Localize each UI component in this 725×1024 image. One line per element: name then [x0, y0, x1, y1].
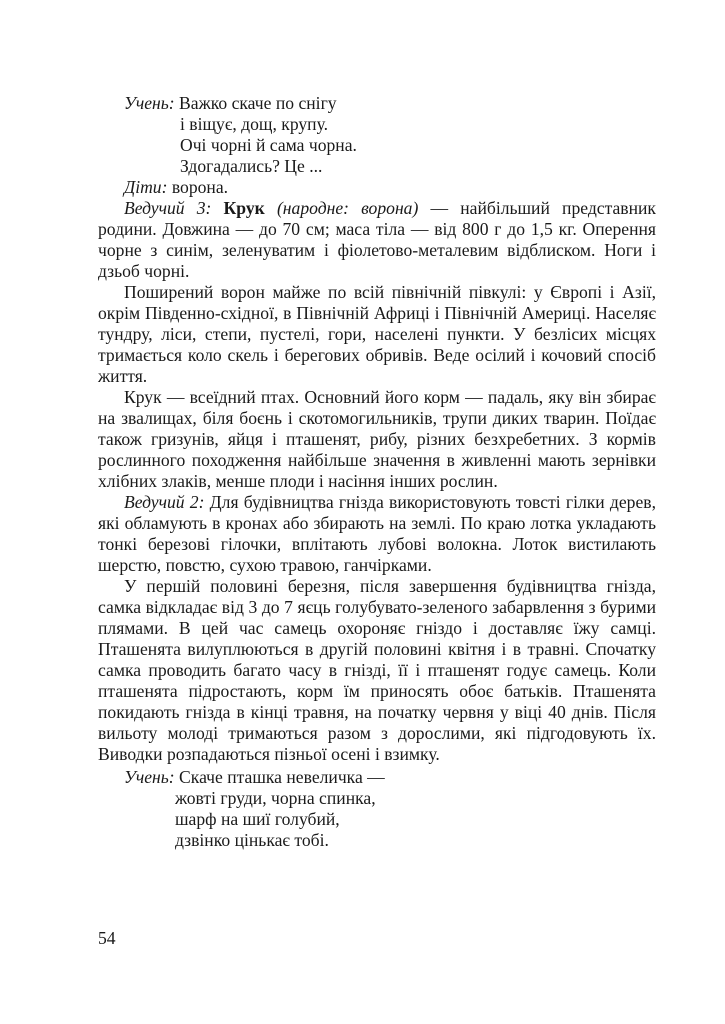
paragraph: Поширений ворон майже по всій північній півкулі: у Європі і Азії, окрім Південно-східної, в Північній Африці і Північній Америці. Населяє тундру, ліси, степи, пустелі, гори, населені пункти. У безлісих місцях тримається коло скель і берегових обривів. Веде осілий і кочовий спосіб життя.: [98, 282, 656, 386]
verse-line: [98, 93, 656, 114]
speaker-label: Учень:: [124, 767, 175, 787]
host2-paragraph: [98, 492, 656, 576]
verse-line: шарф на шиї голубий,: [175, 809, 340, 829]
page-content: [98, 93, 656, 851]
paragraph-text: — найбільший представник родини. Довжина — до 70 см; маса тіла — від 800 г до 1,5 кг. Оперення чорне з синім, зеленуватим і фіолетово-металевим відблиском. Ноги і дзьоб чорні.: [98, 198, 656, 281]
verse-riddle-2: [98, 767, 656, 851]
answer-line: [98, 177, 656, 198]
speaker-label: Учень:: [124, 93, 175, 113]
verse-line-text: Важко скаче по снігу: [179, 93, 337, 113]
term-note: (народне: ворона): [276, 198, 419, 218]
verse-line: Очі чорні й сама чорна.: [180, 135, 357, 155]
answer-text: ворона.: [171, 177, 229, 197]
term-title: Крук: [223, 198, 265, 218]
verse-line: дзвінко цінькає тобі.: [175, 830, 329, 850]
verse-line: і віщує, дощ, крупу.: [180, 114, 329, 134]
verse-line: жовті груди, чорна спинка,: [175, 788, 376, 808]
paragraph-text: Для будівництва гнізда використовують товсті гілки дерев, які обламують в кронах або збирають на землі. По краю лотка укладають тонкі березові гілочки, вплітають лубові волокна. Лоток вистилають шерстю, повстю, сухою травою, ганчірками.: [98, 492, 656, 575]
speaker-label: Діти:: [124, 177, 168, 197]
speaker-label: Ведучий 2:: [124, 492, 205, 512]
page-number: 54: [98, 928, 116, 948]
verse-line: Здогадались? Це ...: [180, 156, 323, 176]
verse-line-text: Скаче пташка невеличка —: [179, 767, 385, 787]
paragraph: У першій половині березня, після завершення будівництва гнізда, самка відкладає від 3 до 7 яєць голубувато-зеленого забарвлення з бурими плямами. В цей час самець охороняє гніздо і доставляє їжу самці. Пташенята вилуплюються в другій половині квітня і в травні. Спочатку самка проводить багато часу в гнізді, її і пташенят годує самець. Коли пташенята підростають, корм їм приносять обоє батьків. Пташенята покидають гнізда в кінці травня, на початку червня у віці 40 днів. Після вильоту молоді тримаються разом з дорослими, які підгодовують їх. Виводки розпадаються пізньої осені і взимку.: [98, 576, 656, 764]
speaker-label: Ведучий 3:: [124, 198, 212, 218]
verse-line: [98, 767, 656, 788]
verse-riddle-1: [98, 93, 656, 177]
paragraph: Крук — всеїдний птах. Основний його корм — падаль, яку він збирає на звалищах, біля боєнь і скотомогильників, трупи диких тварин. Поїдає також гризунів, яйця і пташенят, рибу, різних безхребетних. З кормів рослинного походження найбільше значення в живленні мають зернівки хлібних злаків, менше плоди і насіння інших рослин.: [98, 387, 656, 491]
host3-paragraph: [98, 198, 656, 282]
